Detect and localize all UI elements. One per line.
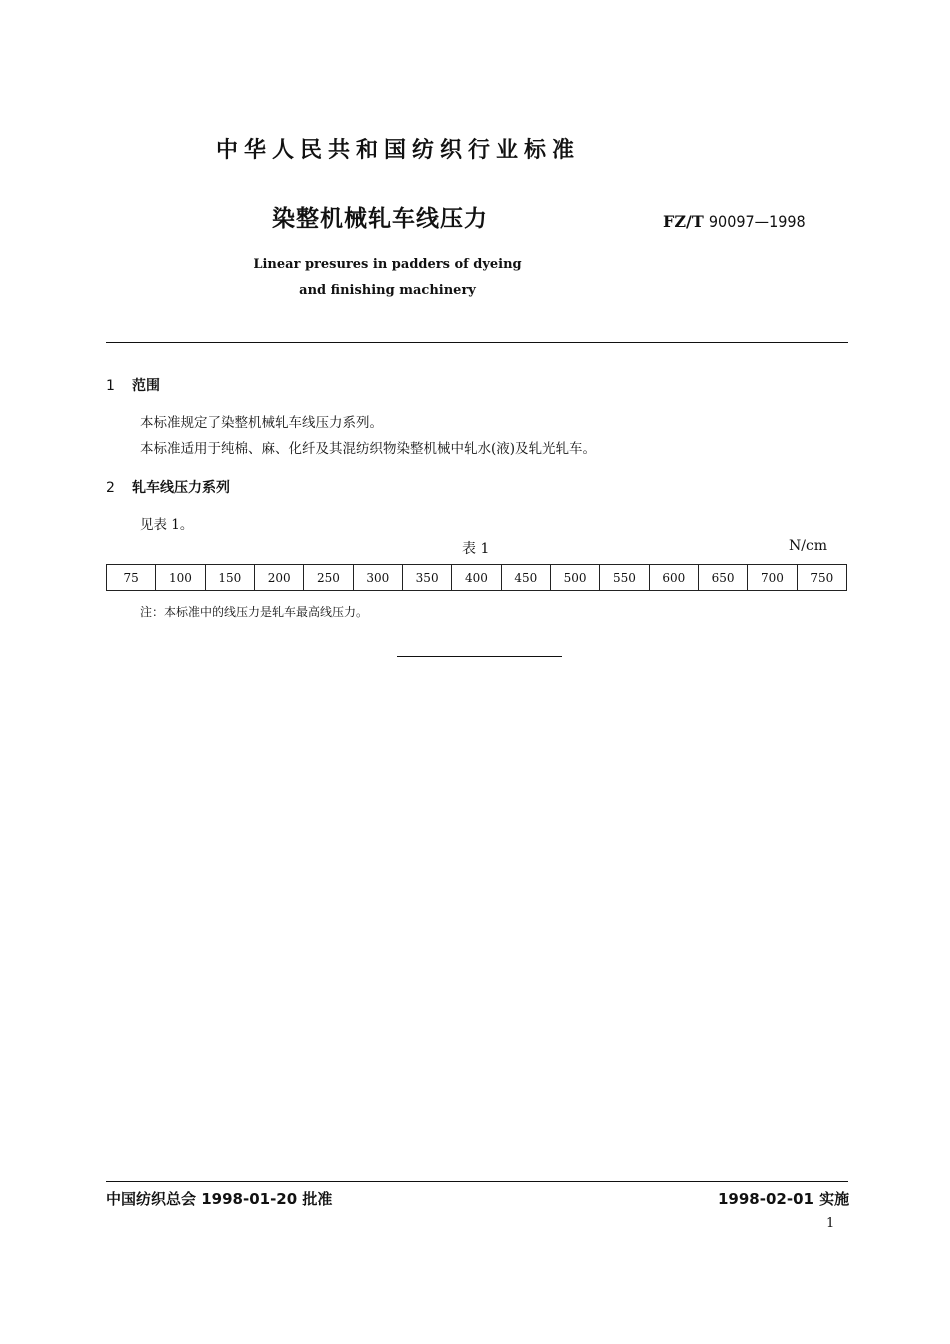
standard-code [663,212,806,231]
standard-code-number: 90097—1998 [708,212,806,231]
document-title: 染整机械轧车线压力 [272,206,488,232]
linear-pressure-table [106,564,847,591]
english-title-line1: Linear presures in padders of dyeing [253,257,522,272]
section-1-number: 1 [106,378,115,394]
table-note: 注：本标准中的线压力是轧车最高线压力。 [140,605,369,619]
header-divider [106,342,848,343]
english-title-line2: and finishing machinery [299,283,476,298]
section-2-number: 2 [106,480,115,496]
section-1-heading [106,375,160,395]
section-2-title: 轧车线压力系列 [132,480,230,496]
table-cell: 200 [254,565,303,591]
table-cell: 750 [797,565,846,591]
table-cell: 100 [156,565,205,591]
table-cell: 550 [600,565,649,591]
section-1-paragraph-2: 本标准适用于纯棉、麻、化纤及其混纺织物染整机械中轧水(液)及轧光轧车。 [140,441,597,457]
table-cell: 350 [402,565,451,591]
table-cell: 75 [107,565,156,591]
table-unit: N/cm [789,538,828,554]
section-1-paragraph-1: 本标准规定了染整机械轧车线压力系列。 [140,415,383,431]
see-table-reference: 见表 1。 [140,517,194,533]
standard-code-prefix: FZ/T [663,212,704,231]
table-caption: 表 1 [462,541,490,557]
section-1-title: 范围 [132,378,160,394]
table-cell: 450 [501,565,550,591]
table-cell: 250 [304,565,353,591]
table-cell: 500 [550,565,599,591]
table-cell: 400 [452,565,501,591]
table-cell: 300 [353,565,402,591]
table-cell: 600 [649,565,698,591]
approval-statement: 中国纺织总会 1998-01-20 批准 [106,1190,333,1208]
end-of-text-rule [397,656,562,657]
table-cell: 700 [748,565,797,591]
standard-organization: 中华人民共和国纺织行业标准 [216,138,581,163]
page-number: 1 [826,1216,835,1231]
table-cell: 650 [698,565,747,591]
table-cell: 150 [205,565,254,591]
english-title [200,252,575,304]
implementation-date: 1998-02-01 实施 [718,1190,850,1208]
table-row [107,565,847,591]
footer-divider [106,1181,848,1182]
section-2-heading [106,477,230,497]
